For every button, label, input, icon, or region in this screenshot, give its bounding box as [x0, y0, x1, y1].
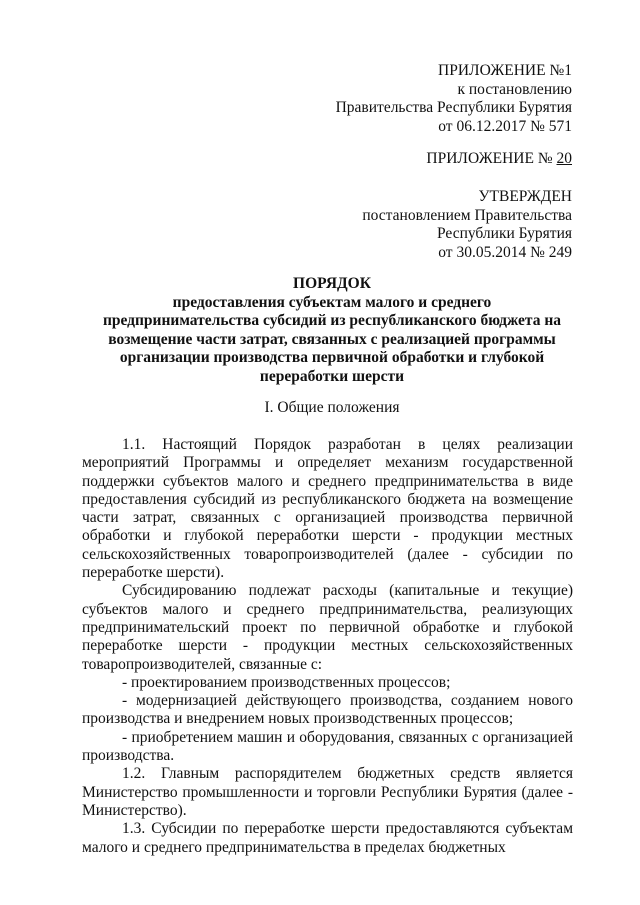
- appendix-1-authority: Правительства Республики Бурятия: [335, 99, 572, 116]
- paragraph-1-1: 1.1. Настоящий Порядок разработан в целях реализации мероприятий Программы и определяет механизм государственной поддержки субъектов малого и среднего предпринимательства в виде предоставления субсидий из республиканского бюджета на возмещение части затрат, связанных с организацией производства первичной обработки и глубокой переработки шерсти - продукции местных сельскохозяйственных товаропроизводителей (далее - субсидии по переработке шерсти).: [82, 436, 573, 582]
- list-item-modernization: - модернизацией действующего производства, созданием нового производства и внедрением новых производственных процессов;: [82, 692, 573, 728]
- approved-date: от 30.05.2014 № 249: [438, 243, 572, 261]
- paragraph-subsidy-expenses: Субсидированию подлежат расходы (капитальные и текущие) субъектов малого и среднего предпринимательства, реализующих предпринимательский проект по первичной обработке и глубокой переработке шерсти - продукции местных сельскохозяйственных товаропроизводителей, связанные с:: [82, 582, 573, 673]
- section-heading: I. Общие положения: [264, 399, 400, 416]
- list-item-equipment: - приобретением машин и оборудования, связанных с организацией производства.: [82, 728, 573, 765]
- appendix-20-prefix: ПРИЛОЖЕНИЕ №: [426, 150, 557, 167]
- appendix-20-title: [426, 150, 572, 169]
- title-line-5: переработки шерсти: [259, 367, 405, 385]
- appendix-20-number: 20: [556, 150, 572, 167]
- paragraph-1-3: 1.3. Субсидии по переработке шерсти предоставляются субъектам малого и среднего предпринимательства в пределах бюджетных: [82, 820, 573, 856]
- approved-title: УТВЕРЖДЕН: [478, 188, 572, 205]
- title-line-3: возмещение части затрат, связанных с реализацией программы: [108, 330, 556, 348]
- list-item-design: - проектированием производственных процессов;: [122, 673, 451, 691]
- title-heading: ПОРЯДОК: [293, 275, 371, 292]
- title-line-1: предоставления субъектам малого и среднего: [172, 293, 492, 311]
- appendix-1-title: ПРИЛОЖЕНИЕ №1: [438, 62, 572, 79]
- approved-block: [362, 188, 572, 262]
- appendix-20-header: [426, 150, 572, 169]
- document-title: [90, 275, 574, 386]
- appendix-1-date: от 06.12.2017 № 571: [438, 117, 572, 135]
- approved-ref: постановлением Правительства: [362, 206, 572, 224]
- approved-authority: Республики Бурятия: [437, 225, 572, 242]
- appendix-1-ref: к постановлению: [457, 80, 572, 98]
- title-line-2: предпринимательства субсидий из республиканского бюджета на: [102, 312, 562, 329]
- document-body: [82, 436, 573, 857]
- title-line-4: организации производства первичной обработки и глубокой: [119, 349, 545, 366]
- appendix-1-header: [336, 62, 572, 136]
- paragraph-1-2: 1.2. Главным распорядителем бюджетных средств является Министерство промышленности и торговли Республики Бурятия (далее - Министерство).: [82, 765, 573, 819]
